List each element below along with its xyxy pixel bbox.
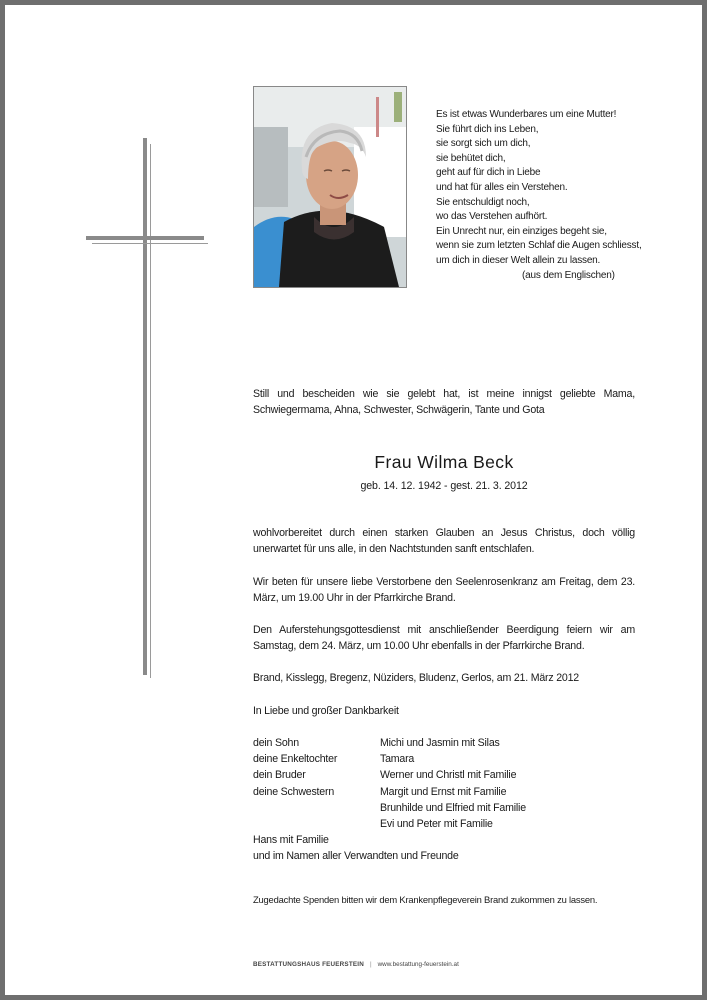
- mourner-relation: dein Bruder: [253, 769, 306, 782]
- mourner-names: Evi und Peter mit Familie: [380, 817, 493, 830]
- mourner-relation: deine Enkeltochter: [253, 753, 338, 766]
- mourner-relation: dein Sohn: [253, 737, 299, 749]
- mourner-names: Tamara: [380, 753, 415, 766]
- mourners-tail: [253, 832, 635, 864]
- poem-line: Es ist etwas Wunderbares um eine Mutter!: [436, 109, 617, 120]
- mourner-relation: deine Schwestern: [253, 785, 335, 798]
- mourner-names: Brunhilde und Elfried mit Familie: [380, 801, 526, 814]
- portrait-photo: [253, 86, 407, 288]
- cross-vertical-bar: [143, 138, 147, 675]
- gratitude-line: In Liebe und großer Dankbarkeit: [253, 705, 399, 717]
- rosary-paragraph: Wir beten für unsere liebe Verstorbene den Seelenrosenkranz am Freitag, dem 23. März, um 19.00 Uhr in der Pfarrkirche Brand.: [253, 576, 635, 604]
- poem-line: sie sorgt sich um dich,: [436, 138, 531, 150]
- mourners-tail-line: Hans mit Familie: [253, 834, 329, 846]
- poem-line: geht auf für dich in Liebe: [436, 167, 541, 179]
- poem-line: sie behütet dich,: [436, 152, 506, 164]
- funeral-home-url[interactable]: www.bestattung-feuerstein.at: [377, 961, 459, 968]
- poem-line: und hat für alles ein Verstehen.: [436, 181, 568, 193]
- deceased-name: Frau Wilma Beck: [374, 452, 514, 472]
- footer: [253, 961, 459, 968]
- place-date: Brand, Kisslegg, Bregenz, Nüziders, Bludenz, Gerlos, am 21. März 2012: [253, 672, 579, 684]
- poem: [436, 108, 666, 283]
- poem-line: Sie führt dich ins Leben,: [436, 123, 539, 135]
- cross-horizontal-shadow: [92, 243, 208, 244]
- mourner-row: [253, 751, 635, 767]
- mourner-names: Werner und Christl mit Familie: [380, 769, 517, 782]
- funeral-paragraph: Den Auferstehungsgottesdienst mit anschließender Beerdigung feiern wir am Samstag, dem 24. März, um 10.00 Uhr ebenfalls in der Pfarrkirche Brand.: [253, 624, 635, 652]
- poem-line: wo das Verstehen aufhört.: [436, 211, 548, 223]
- passing-paragraph: wohlvorbereitet durch einen starken Glauben an Jesus Christus, doch völlig unerwartet für uns alle, in den Nachtstunden sanft entschlafen.: [253, 527, 635, 555]
- mourner-row: [253, 800, 635, 816]
- mourner-names: Margit und Ernst mit Familie: [380, 785, 507, 798]
- mourner-names: Michi und Jasmin mit Silas: [380, 737, 500, 749]
- life-dates: geb. 14. 12. 1942 - gest. 21. 3. 2012: [360, 480, 528, 492]
- poem-line: um dich in dieser Welt allein zu lassen.: [436, 254, 601, 266]
- donation-note: Zugedachte Spenden bitten wir dem Krankenpflegeverein Brand zukommen zu lassen.: [253, 894, 598, 905]
- cross-horizontal-bar: [86, 236, 204, 240]
- mourner-row: [253, 784, 635, 800]
- poem-line: Sie entschuldigt noch,: [436, 196, 530, 208]
- cross-vertical-shadow: [150, 144, 151, 678]
- mourner-row: [253, 816, 635, 832]
- funeral-home-name: BESTATTUNGSHAUS FEUERSTEIN: [253, 961, 364, 968]
- poem-line: wenn sie zum letzten Schlaf die Augen schliesst,: [436, 240, 642, 252]
- mourners-list: [253, 735, 635, 832]
- mourner-row: [253, 735, 635, 751]
- mourners-tail-line: und im Namen aller Verwandten und Freunde: [253, 850, 459, 863]
- footer-separator: |: [369, 961, 372, 968]
- intro-text: Still und bescheiden wie sie gelebt hat, ist meine innigst geliebte Mama, Schwiegermama, Ahna, Schwester, Schwägerin, Tante und Gota: [253, 388, 635, 416]
- portrait-illustration: [254, 87, 406, 287]
- mourner-row: [253, 767, 635, 783]
- poem-source: (aus dem Englischen): [522, 269, 615, 281]
- poem-line: Ein Unrecht nur, ein einziges begeht sie,: [436, 225, 607, 237]
